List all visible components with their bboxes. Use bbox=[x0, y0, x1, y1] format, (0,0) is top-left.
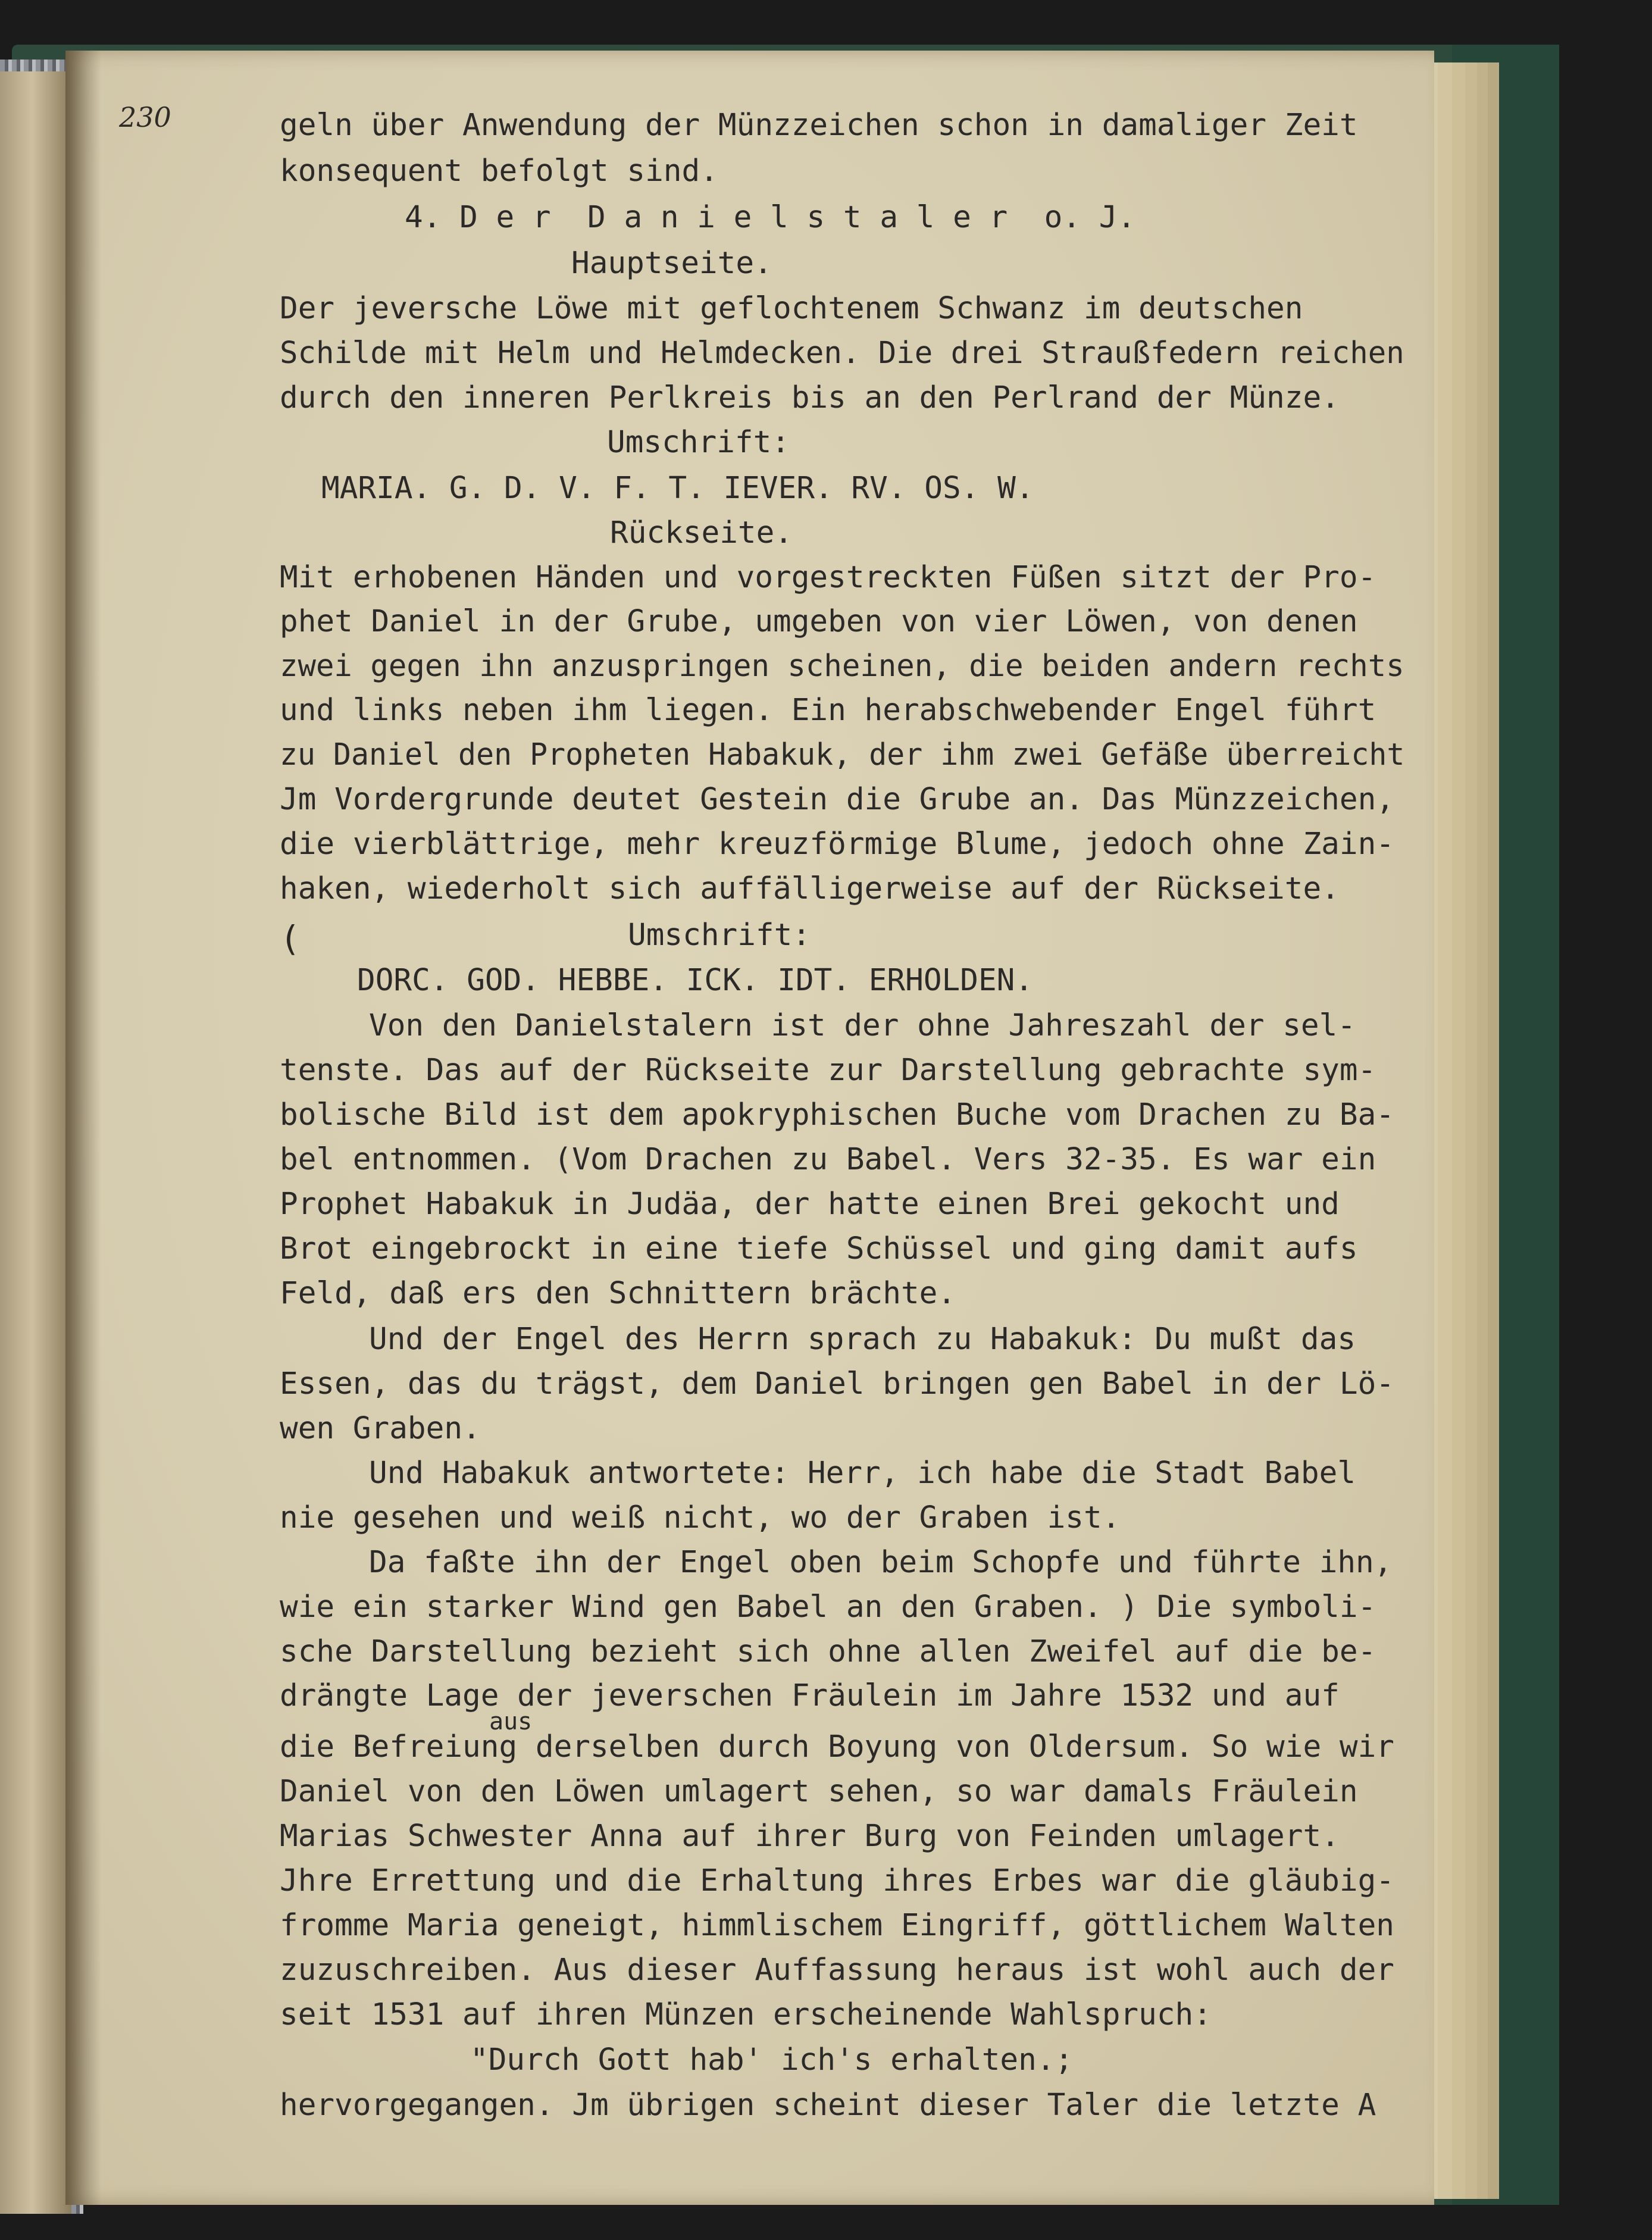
text-line: phet Daniel in der Grube, umgeben von vier Löwen, von denen bbox=[280, 604, 1358, 639]
text-line: Daniel von den Löwen umlagert sehen, so war damals Fräulein bbox=[280, 1774, 1358, 1809]
text-line: wie ein starker Wind gen Babel an den Graben. ) Die symboli- bbox=[280, 1590, 1376, 1625]
subheading: Hauptseite. bbox=[571, 246, 772, 281]
text-line: bolische Bild ist dem apokryphischen Buche vom Drachen zu Ba- bbox=[280, 1097, 1394, 1132]
subheading: Umschrift: bbox=[607, 425, 790, 460]
text-line: Mit erhobenen Händen und vorgestreckten Füßen sitzt der Pro- bbox=[280, 560, 1376, 595]
page-stack-edge bbox=[1438, 62, 1454, 2199]
text-line: zwei gegen ihn anzuspringen scheinen, die beiden andern rechts bbox=[280, 649, 1404, 684]
text-line: sche Darstellung bezieht sich ohne allen Zweifel auf die be- bbox=[280, 1634, 1376, 1669]
text-line: Schilde mit Helm und Helmdecken. Die drei Straußfedern reichen bbox=[280, 336, 1404, 371]
page-gutter-shadow bbox=[65, 51, 101, 2205]
subheading: Rückseite. bbox=[610, 515, 793, 550]
text-line: tenste. Das auf der Rückseite zur Darstellung gebrachte sym- bbox=[280, 1053, 1376, 1088]
text-line: Jm Vordergrunde deutet Gestein die Grube an. Das Münzzeichen, bbox=[280, 782, 1394, 817]
text-line: bel entnommen. (Vom Drachen zu Babel. Vers 32-35. Es war ein bbox=[280, 1142, 1376, 1177]
text-line: nie gesehen und weiß nicht, wo der Graben ist. bbox=[280, 1500, 1121, 1535]
subheading: Umschrift: bbox=[628, 918, 811, 953]
text-line: seit 1531 auf ihren Münzen erscheinende Wahlspruch: bbox=[280, 1997, 1212, 2032]
interlinear-insert: aus bbox=[489, 1708, 533, 1735]
text-line: Jhre Errettung und die Erhaltung ihres Erbes war die gläubig- bbox=[280, 1863, 1394, 1898]
page-stack-edge bbox=[1488, 62, 1499, 2199]
facing-page-edge bbox=[0, 71, 71, 2214]
text-line: konsequent befolgt sind. bbox=[280, 154, 718, 189]
margin-mark: ( bbox=[280, 918, 301, 959]
text-line: drängte Lage der jeverschen Fräulein im Jahre 1532 und auf bbox=[280, 1678, 1340, 1713]
text-line: fromme Maria geneigt, himmlischem Eingriff, göttlichem Walten bbox=[280, 1908, 1394, 1943]
text-line: Und der Engel des Herrn sprach zu Habakuk: Du mußt das bbox=[369, 1322, 1356, 1357]
section-heading: 4. D e r D a n i e l s t a l e r o. J. bbox=[405, 200, 1136, 235]
text-line: wen Graben. bbox=[280, 1411, 481, 1446]
text-line: Und Habakuk antwortete: Herr, ich habe die Stadt Babel bbox=[369, 1456, 1356, 1491]
text-line: Marias Schwester Anna auf ihrer Burg von Feinden umlagert. bbox=[280, 1819, 1340, 1854]
text-line: zu Daniel den Propheten Habakuk, der ihm zwei Gefäße überreicht bbox=[280, 737, 1405, 772]
text-line: und links neben ihm liegen. Ein herabschwebender Engel führt bbox=[280, 693, 1376, 728]
text-line: Der jeversche Löwe mit geflochtenem Schwanz im deutschen bbox=[280, 291, 1303, 326]
text-line: Feld, daß ers den Schnittern brächte. bbox=[280, 1276, 956, 1311]
text-line: hervorgegangen. Jm übrigen scheint dieser Taler die letzte A bbox=[280, 2088, 1376, 2123]
quotation-line: "Durch Gott hab' ich's erhalten.; bbox=[470, 2042, 1074, 2078]
text-line: geln über Anwendung der Münzzeichen schon in damaliger Zeit bbox=[280, 108, 1358, 143]
page-number: 230 bbox=[119, 101, 171, 133]
text-line: Prophet Habakuk in Judäa, der hatte einen Brei gekocht und bbox=[280, 1187, 1340, 1222]
text-line: zuzuschreiben. Aus dieser Auffassung heraus ist wohl auch der bbox=[280, 1953, 1394, 1988]
text-line: Von den Danielstalern ist der ohne Jahreszahl der sel- bbox=[369, 1008, 1356, 1043]
inscription-line: DORC. GOD. HEBBE. ICK. IDT. ERHOLDEN. bbox=[357, 963, 1034, 998]
text-line: Da faßte ihn der Engel oben beim Schopfe und führte ihn, bbox=[369, 1545, 1393, 1580]
text-line: haken, wiederholt sich auffälligerweise auf der Rückseite. bbox=[280, 871, 1340, 906]
text-line: die vierblättrige, mehr kreuzförmige Blume, jedoch ohne Zain- bbox=[280, 827, 1394, 862]
text-line: Brot eingebrockt in eine tiefe Schüssel und ging damit aufs bbox=[280, 1231, 1358, 1266]
text-line: Essen, das du trägst, dem Daniel bringen gen Babel in der Lö- bbox=[280, 1366, 1394, 1401]
text-line: durch den inneren Perlkreis bis an den Perlrand der Münze. bbox=[280, 380, 1340, 415]
inscription-line: MARIA. G. D. V. F. T. IEVER. RV. OS. W. bbox=[321, 471, 1034, 506]
text-line: die Befreiung derselben durch Boyung von Oldersum. So wie wir bbox=[280, 1729, 1394, 1765]
